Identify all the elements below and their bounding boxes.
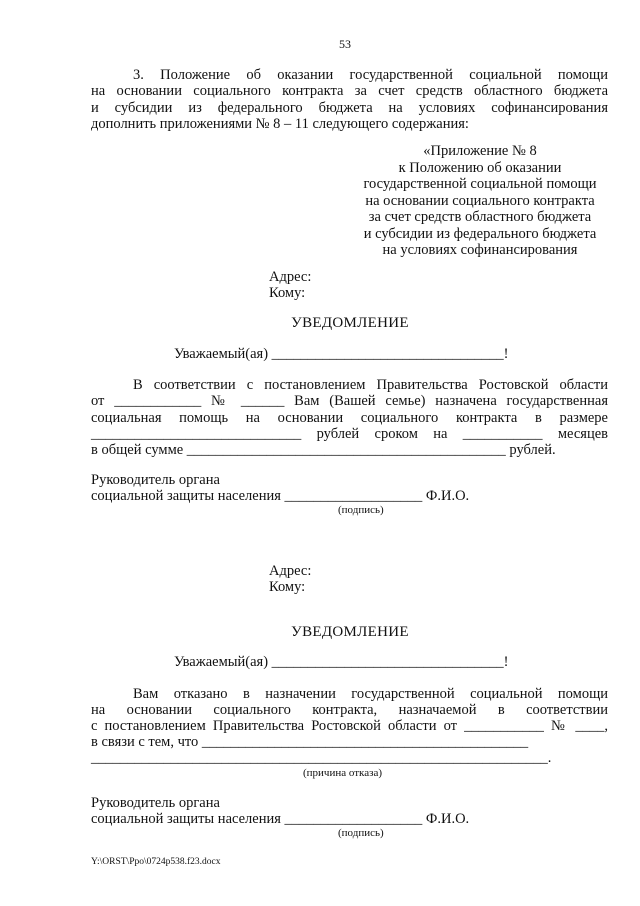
signer-title: Руководитель органа <box>91 795 220 811</box>
page-number: 53 <box>339 37 351 51</box>
intro-line: и субсидии из федерального бюджета на условиях софинансирования <box>91 100 608 116</box>
body-line: от ____________ № ______ Вам (Вашей семье) назначена государственная <box>91 393 608 409</box>
greeting: Уважаемый(ая) ________________________________! <box>174 346 509 362</box>
recipient-label: Кому: <box>269 285 306 301</box>
signer-title: Руководитель органа <box>91 472 220 488</box>
signer-line: социальной защиты населения ___________________ Ф.И.О. <box>91 811 470 827</box>
footer-file-path: Y:\ORST\Ppo\0724p538.f23.docx <box>91 857 221 867</box>
greeting: Уважаемый(ая) ________________________________! <box>174 654 509 670</box>
reason-caption: (причина отказа) <box>303 767 382 779</box>
signature-caption: (подпись) <box>338 504 384 516</box>
body-line: с постановлением Правительства Ростовской области от ___________ № ____, <box>91 718 608 734</box>
body-line: Вам отказано в назначении государственной социальной помощи <box>133 686 608 702</box>
body-line: социальная помощь на основании социального контракта в размере <box>91 410 608 426</box>
appendix-line: на условиях софинансирования <box>382 242 578 258</box>
appendix-line: «Приложение № 8 <box>423 143 537 159</box>
intro-line: на основании социального контракта за счет средств областного бюджета <box>91 83 608 99</box>
appendix-line: к Положению об оказании <box>398 160 562 176</box>
body-line: в общей сумме ____________________________________________ рублей. <box>91 442 556 458</box>
appendix-line: и субсидии из федерального бюджета <box>363 226 597 242</box>
body-line: в связи с тем, что _____________________________________________ <box>91 734 529 750</box>
body-line: на основании социального контракта, назначаемой в соответствии <box>91 702 608 718</box>
body-line: _____________________________ рублей сроком на ___________ месяцев <box>91 426 608 442</box>
address-label: Адрес: <box>269 269 312 285</box>
intro-line: дополнить приложениями № 8 – 11 следующего содержания: <box>91 116 469 132</box>
notice-title: УВЕДОМЛЕНИЕ <box>291 315 409 331</box>
appendix-line: за счет средств областного бюджета <box>368 209 592 225</box>
body-line: _______________________________________________________________. <box>91 750 552 766</box>
intro-line: 3. Положение об оказании государственной социальной помощи <box>133 67 608 83</box>
appendix-line: государственной социальной помощи <box>363 176 597 192</box>
signature-caption: (подпись) <box>338 827 384 839</box>
signer-line: социальной защиты населения ___________________ Ф.И.О. <box>91 488 470 504</box>
body-line: В соответствии с постановлением Правительства Ростовской области <box>133 377 608 393</box>
notice-title: УВЕДОМЛЕНИЕ <box>291 624 409 640</box>
recipient-label: Кому: <box>269 579 306 595</box>
appendix-line: на основании социального контракта <box>365 193 595 209</box>
address-label: Адрес: <box>269 563 312 579</box>
